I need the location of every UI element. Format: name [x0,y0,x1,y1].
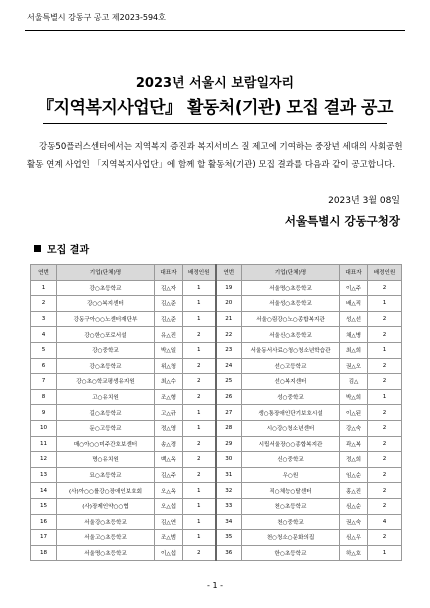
cell-no: 30 [216,452,242,468]
cell-org: 천○중학교 [242,514,340,530]
cell-no: 13 [31,467,57,483]
announcement-paragraph: 강동50플러스센터에서는 지역복지 증진과 복지서비스 질 제고에 기여하는 중장년 세대의 사회공헌활동 연계 사업인 「지역복지사업단」에 함께 할 활동처(기관) 모집 결과를 다음과 같이 공고합니다. [27,142,403,170]
cell-count: 2 [183,436,216,452]
cell-count: 2 [368,358,402,374]
cell-count: 2 [368,436,402,452]
cell-rep: 권△오 [340,358,368,374]
cell-no: 32 [216,483,242,499]
cell-org: 매○아○○미주간호보센터 [57,436,155,452]
cell-org: 강○초등학교 [57,280,155,296]
cell-rep: 김△ [340,374,368,390]
cell-org: 서울신○초등학교 [242,327,340,343]
cell-rep: 박△일 [155,342,183,358]
cell-no: 14 [31,483,57,499]
cell-org: 고○유치원 [57,389,155,405]
cell-count: 2 [183,452,216,468]
table-row [31,327,402,343]
cell-no: 7 [31,374,57,390]
cell-rep: 조△범 [155,530,183,546]
cell-rep: 하△호 [340,545,368,561]
results-table [30,264,402,561]
cell-org: 강○○복지센터 [57,296,155,312]
cell-rep: 오△옥 [155,483,183,499]
cell-rep: 박△희 [340,389,368,405]
cell-rep: 김△주 [155,467,183,483]
header-no: 연번 [216,265,242,281]
cell-org: 천○청소○문화의집 [242,530,340,546]
announcement-date: 2023년 3월 08일 [328,196,400,206]
cell-no: 2 [31,296,57,312]
cell-count: 1 [368,545,402,561]
table-row [31,483,402,499]
cell-count: 2 [183,358,216,374]
cell-org: 우○원 [242,467,340,483]
header-org: 기업(단체)명 [242,265,340,281]
cell-no: 9 [31,405,57,421]
header-count: 배정인원 [183,265,216,281]
cell-count: 1 [183,420,216,436]
cell-org: 둔○고등학교 [57,420,155,436]
cell-count: 2 [368,498,402,514]
cell-no: 20 [216,296,242,312]
cell-count: 2 [368,280,402,296]
cell-rep: 최△수 [155,374,183,390]
cell-org: 서울강○초등학교 [57,514,155,530]
cell-count: 2 [183,389,216,405]
table-row [31,436,402,452]
title-line-1: 2023년 서울시 보람일자리 [135,76,295,91]
cell-rep: 심△우 [340,530,368,546]
cell-rep: 이△섭 [155,545,183,561]
cell-no: 11 [31,436,57,452]
square-bullet-icon [34,245,41,252]
cell-no: 28 [216,420,242,436]
cell-rep: 곽△복 [340,436,368,452]
cell-count: 1 [183,296,216,312]
cell-no: 5 [31,342,57,358]
table-row [31,498,402,514]
cell-count: 2 [183,327,216,343]
cell-org: 시○강○청소년센터 [242,420,340,436]
cell-rep: 이△된 [340,405,368,421]
notice-number: 서울특별시 강동구 공고 제2023-594호 [27,13,166,22]
cell-rep: 홍△진 [340,483,368,499]
header-rep: 대표자 [155,265,183,281]
cell-org: 한○초등학교 [242,545,340,561]
cell-rep: 김△자 [155,280,183,296]
cell-count: 2 [368,452,402,468]
cell-no: 4 [31,327,57,343]
cell-rep: 권△숙 [340,514,368,530]
cell-count: 2 [183,467,216,483]
title-underline [43,123,387,124]
cell-no: 26 [216,389,242,405]
cell-no: 23 [216,342,242,358]
cell-no: 15 [31,498,57,514]
cell-rep: 정△영 [155,420,183,436]
cell-org: 서울동서사료○청○청소년학습관 [242,342,340,358]
cell-count: 4 [368,514,402,530]
cell-rep: 유△진 [155,327,183,343]
table-row [31,280,402,296]
section-heading [34,241,89,256]
cell-org: 강동구아○○노센터재단부 [57,311,155,327]
cell-org: 서울○림강○노○종합복지관 [242,311,340,327]
cell-org: 신○중학교 [242,452,340,468]
cell-count: 2 [183,545,216,561]
cell-org: 성○중학교 [242,389,340,405]
cell-no: 12 [31,452,57,468]
cell-count: 1 [183,530,216,546]
cell-no: 10 [31,420,57,436]
cell-rep: 정△희 [340,452,368,468]
page-number: - 1 - [207,581,223,590]
cell-org: 강○한○포로서설 [57,327,155,343]
cell-org: (사)장제인약○○협 [57,498,155,514]
cell-no: 36 [216,545,242,561]
cell-count: 2 [183,374,216,390]
table-row [31,311,402,327]
cell-org: 천○초등학교 [242,498,340,514]
table-row [31,467,402,483]
cell-count: 1 [368,296,402,312]
cell-rep: 임△순 [340,467,368,483]
table-header-row [31,265,402,281]
cell-org: 강○중학교 [57,342,155,358]
cell-no: 34 [216,514,242,530]
header-no: 연번 [31,265,57,281]
cell-count: 2 [368,327,402,343]
cell-no: 16 [31,514,57,530]
cell-org: 강○초등학교 [57,358,155,374]
cell-rep: 최△희 [340,342,368,358]
cell-rep: 백△옥 [155,452,183,468]
cell-no: 3 [31,311,57,327]
cell-no: 6 [31,358,57,374]
table-row [31,342,402,358]
cell-count: 2 [368,311,402,327]
table-row [31,405,402,421]
cell-count: 2 [368,467,402,483]
cell-org: (사)아○○를강○장애인보호회 [57,483,155,499]
cell-org: 서울고○초등학교 [57,530,155,546]
table-row [31,545,402,561]
cell-count: 1 [183,498,216,514]
cell-count: 1 [183,514,216,530]
table-row [31,452,402,468]
title-line-2: 『지역복지사업단』 활동처(기관) 모집 결과 공고 [37,98,393,118]
cell-org: 시립서울장○○종합복지관 [242,436,340,452]
cell-rep: 채△병 [340,327,368,343]
cell-rep: 김△준 [155,296,183,312]
cell-org: 묘○초등학교 [57,467,155,483]
cell-count: 2 [368,530,402,546]
top-divider [25,30,405,31]
cell-no: 17 [31,530,57,546]
cell-no: 1 [31,280,57,296]
cell-count: 1 [183,342,216,358]
cell-no: 33 [216,498,242,514]
header-count: 배정인원 [368,265,402,281]
cell-no: 27 [216,405,242,421]
header-rep: 대표자 [340,265,368,281]
cell-count: 1 [183,280,216,296]
cell-rep: 김△연 [155,514,183,530]
cell-org: 강○초○학교평생유지원 [57,374,155,390]
cell-no: 19 [216,280,242,296]
cell-rep: 고△규 [155,405,183,421]
cell-org: 서울명○초등학교 [57,545,155,561]
cell-no: 24 [216,358,242,374]
header-org: 기업(단체)명 [57,265,155,281]
table-row [31,530,402,546]
table-row [31,374,402,390]
cell-rep: 심△순 [340,498,368,514]
cell-count: 2 [368,420,402,436]
cell-count: 2 [368,374,402,390]
table-row [31,420,402,436]
cell-rep: 조△형 [155,389,183,405]
cell-rep: 김△준 [155,311,183,327]
cell-count: 1 [368,389,402,405]
cell-org: 길○초등학교 [57,405,155,421]
table-row [31,389,402,405]
cell-org: 서울성○초등학교 [242,296,340,312]
cell-org: 선○복지센터 [242,374,340,390]
table-row [31,358,402,374]
cell-no: 8 [31,389,57,405]
cell-no: 25 [216,374,242,390]
cell-rep: 성△선 [340,311,368,327]
cell-rep: 위△청 [155,358,183,374]
cell-no: 21 [216,311,242,327]
cell-rep: 송△경 [155,436,183,452]
cell-org: 서울명○초등학교 [242,280,340,296]
cell-rep: 이△주 [340,280,368,296]
cell-count: 2 [368,483,402,499]
cell-count: 2 [368,405,402,421]
issuer-name: 서울특별시 강동구청장 [284,214,400,228]
cell-org: 명○유치원 [57,452,155,468]
section-title: 모집 결과 [47,245,90,256]
table-row [31,296,402,312]
cell-rep: 오△섭 [155,498,183,514]
cell-count: 1 [183,405,216,421]
cell-count: 1 [368,342,402,358]
cell-count: 1 [183,311,216,327]
cell-org: 직○체능○탈센터 [242,483,340,499]
cell-no: 31 [216,467,242,483]
cell-no: 18 [31,545,57,561]
table-row [31,514,402,530]
cell-no: 35 [216,530,242,546]
cell-org: 선○고등학교 [242,358,340,374]
cell-no: 22 [216,327,242,343]
cell-rep: 배△직 [340,296,368,312]
cell-rep: 강△숙 [340,420,368,436]
cell-no: 29 [216,436,242,452]
cell-org: 생○통장애인단기보호시설 [242,405,340,421]
table-body [31,280,402,561]
cell-count: 1 [183,483,216,499]
